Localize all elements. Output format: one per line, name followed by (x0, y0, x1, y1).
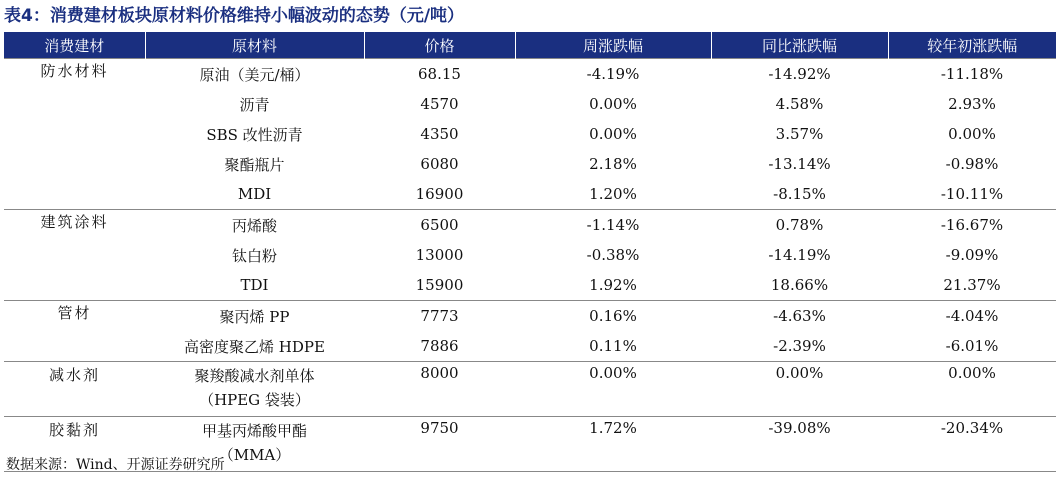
category-cell: 管材 (4, 301, 145, 332)
yoy-change-cell: -14.19% (768, 246, 831, 264)
material-cell (145, 149, 364, 179)
price-cell: 4350 (420, 125, 459, 143)
price-cell: 4570 (420, 95, 459, 113)
weekly-change-cell: 2.18% (589, 155, 637, 173)
material-cell (145, 270, 364, 301)
table-header (4, 32, 1056, 59)
material-name-line2: （HPEG 袋装） (199, 391, 310, 409)
category-cell (4, 331, 145, 362)
price-cell: 15900 (415, 276, 464, 294)
table-row (4, 362, 1056, 417)
header-price: 价格 (364, 32, 515, 59)
material-name: SBS 改性沥青 (206, 125, 303, 144)
category-cell (4, 270, 145, 301)
ytd-change-cell: 0.00% (888, 362, 1056, 417)
yoy-change-cell: -14.92% (711, 59, 888, 90)
material-cell (145, 240, 364, 270)
weekly-change-cell: 0.00% (589, 95, 637, 113)
header-yoy-change: 同比涨跌幅 (711, 32, 888, 59)
price-cell: 13000 (415, 246, 464, 264)
yoy-change-cell: 3.57% (775, 125, 824, 143)
category-cell: 防水材料 (4, 59, 145, 90)
table-row (4, 119, 1056, 149)
material-cell (145, 89, 364, 119)
table-row (4, 301, 1056, 332)
price-cell: 68.15 (364, 59, 515, 90)
ytd-change-cell: 21.37% (943, 276, 1001, 294)
material-cell (145, 59, 364, 90)
category-cell (4, 240, 145, 270)
weekly-change-cell: -4.19% (515, 59, 711, 90)
table-row (4, 210, 1056, 241)
weekly-change-cell: -1.14% (515, 210, 711, 241)
table-row (4, 179, 1056, 210)
price-cell: 6080 (420, 155, 459, 173)
category-cell (4, 149, 145, 179)
category-cell (4, 89, 145, 119)
material-name-line2: （MMA） (218, 446, 291, 464)
material-cell (145, 362, 364, 417)
price-cell: 7773 (364, 301, 515, 332)
material-name: 聚酯瓶片 (224, 155, 285, 174)
header-weekly-change: 周涨跌幅 (515, 32, 711, 59)
header-material: 原材料 (145, 32, 364, 59)
table-row (4, 240, 1056, 270)
weekly-change-cell: 0.00% (515, 362, 711, 417)
ytd-change-cell: -20.34% (888, 417, 1056, 472)
material-cell (145, 331, 364, 362)
ytd-change-cell: -9.09% (945, 246, 999, 264)
table-body (4, 59, 1056, 472)
ytd-change-cell: -6.01% (945, 337, 999, 355)
ytd-change-cell: -0.98% (945, 155, 999, 173)
material-cell (145, 179, 364, 210)
header-ytd-change: 较年初涨跌幅 (888, 32, 1056, 59)
price-cell: 6500 (364, 210, 515, 241)
material-cell (145, 301, 364, 332)
yoy-change-cell: -39.08% (711, 417, 888, 472)
source-note: 数据来源：Wind、开源证券研究所 (6, 457, 225, 473)
yoy-change-cell: 18.66% (770, 276, 829, 294)
category-cell (4, 119, 145, 149)
material-name: 聚丙烯 PP (219, 307, 290, 326)
material-name: 原油（美元/桶） (199, 65, 310, 84)
weekly-change-cell: 1.20% (589, 185, 637, 203)
table-row (4, 89, 1056, 119)
ytd-change-cell: -4.04% (888, 301, 1056, 332)
ytd-change-cell: 2.93% (948, 95, 996, 113)
material-name: 高密度聚乙烯 HDPE (184, 337, 325, 356)
yoy-change-cell: -8.15% (773, 185, 826, 203)
price-cell: 9750 (364, 417, 515, 472)
material-cell (145, 210, 364, 241)
material-name: 钛白粉 (231, 246, 277, 265)
yoy-change-cell: -2.39% (773, 337, 826, 355)
material-name: 丙烯酸 (231, 216, 277, 235)
category-cell: 减水剂 (4, 362, 145, 417)
ytd-change-cell: -11.18% (888, 59, 1056, 90)
material-name: MDI (237, 185, 272, 203)
ytd-change-cell: 0.00% (948, 125, 996, 143)
material-name: 甲基丙烯酸甲酯 (201, 422, 307, 440)
yoy-change-cell: 0.00% (711, 362, 888, 417)
material-name: TDI (240, 276, 269, 294)
price-cell: 7886 (420, 337, 459, 355)
category-cell: 建筑涂料 (4, 210, 145, 241)
category-cell (4, 179, 145, 210)
material-cell (145, 119, 364, 149)
table-row (4, 59, 1056, 90)
material-name: 沥青 (239, 95, 270, 114)
price-cell: 8000 (364, 362, 515, 417)
ytd-change-cell: -10.11% (940, 185, 1004, 203)
weekly-change-cell: 1.72% (515, 417, 711, 472)
table-row (4, 270, 1056, 301)
weekly-change-cell: 0.11% (589, 337, 637, 355)
yoy-change-cell: -13.14% (768, 155, 831, 173)
yoy-change-cell: -4.63% (711, 301, 888, 332)
header-row (4, 32, 1056, 59)
table-title: 表4：消费建材板块原材料价格维持小幅波动的态势（元/吨） (4, 6, 465, 26)
table-row (4, 149, 1056, 179)
weekly-change-cell: 0.00% (589, 125, 637, 143)
weekly-change-cell: 1.92% (589, 276, 637, 294)
price-cell: 16900 (415, 185, 464, 203)
weekly-change-cell: -0.38% (586, 246, 640, 264)
ytd-change-cell: -16.67% (888, 210, 1056, 241)
category-cell: 胶黏剂 (4, 417, 145, 472)
table-row (4, 331, 1056, 362)
header-category: 消费建材 (4, 32, 145, 59)
material-name: 聚羧酸减水剂单体 (194, 367, 315, 385)
weekly-change-cell: 0.16% (515, 301, 711, 332)
materials-price-table (4, 32, 1056, 472)
yoy-change-cell: 4.58% (775, 95, 824, 113)
yoy-change-cell: 0.78% (711, 210, 888, 241)
